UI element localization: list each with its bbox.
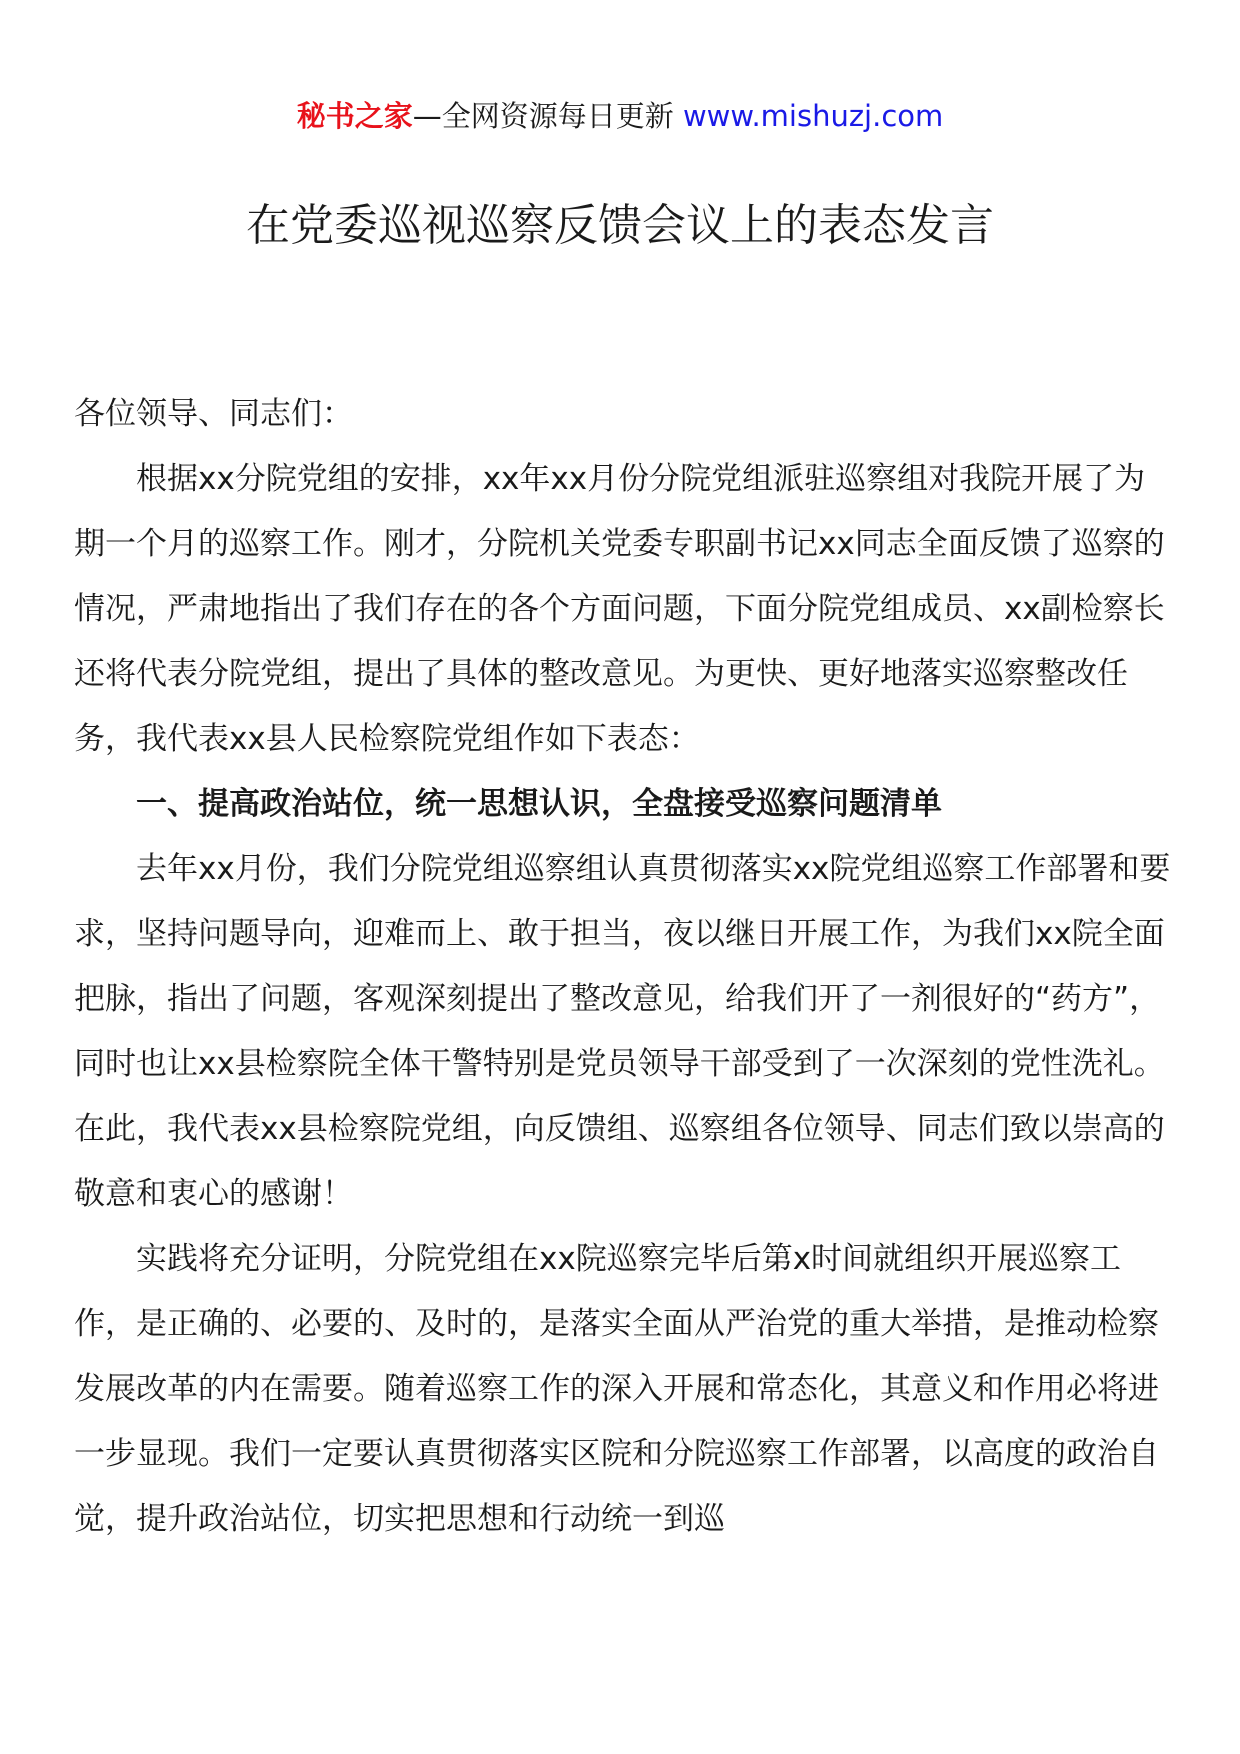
greeting: 各位领导、同志们： bbox=[74, 396, 353, 432]
brand-name: 秘书之家 bbox=[296, 99, 413, 133]
paragraph: 实践将充分证明，分院党组在xx院巡察完毕后第x时间就组织开展巡察工作，是正确的、必要的、及时的，是落实全面从严治党的重大举措，是推动检察发展改革的内在需要。随着巡察工作的深入开展和常态化，其意义和作用必将进一步显现。我们一定要认真贯彻落实区院和分院巡察工作部署，以高度的政治自觉，提升政治站位，切实把思想和行动统一到巡 bbox=[74, 1241, 1159, 1537]
site-url-link[interactable]: www.mishuzj.com bbox=[682, 99, 944, 133]
paragraph: 去年xx月份，我们分院党组巡察组认真贯彻落实xx院党组巡察工作部署和要求，坚持问题导向，迎难而上、敢于担当，夜以继日开展工作，为我们xx院全面把脉，指出了问题，客观深刻提出了整改意见，给我们开了一剂很好的“药方”，同时也让xx县检察院全体干警特别是党员领导干部受到了一次深刻的党性洗礼。在此，我代表xx县检察院党组，向反馈组、巡察组各位领导、同志们致以崇高的敬意和衷心的感谢！ bbox=[74, 851, 1171, 1212]
paragraph: 根据xx分院党组的安排，xx年xx月份分院党组派驻巡察组对我院开展了为期一个月的巡察工作。刚才，分院机关党委专职副书记xx同志全面反馈了巡察的情况，严肃地指出了我们存在的各个方面问题，下面分院党组成员、xx副检察长还将代表分院党组，提出了具体的整改意见。为更快、更好地落实巡察整改任务，我代表xx县人民检察院党组作如下表态： bbox=[74, 461, 1165, 757]
document-title: 在党委巡视巡察反馈会议上的表态发言 bbox=[246, 200, 994, 251]
site-header bbox=[0, 96, 1240, 136]
document-body bbox=[74, 382, 1174, 1552]
section-heading: 一、提高政治站位，统一思想认识，全盘接受巡察问题清单 bbox=[136, 786, 942, 822]
header-tagline: —全网资源每日更新 bbox=[412, 99, 674, 133]
